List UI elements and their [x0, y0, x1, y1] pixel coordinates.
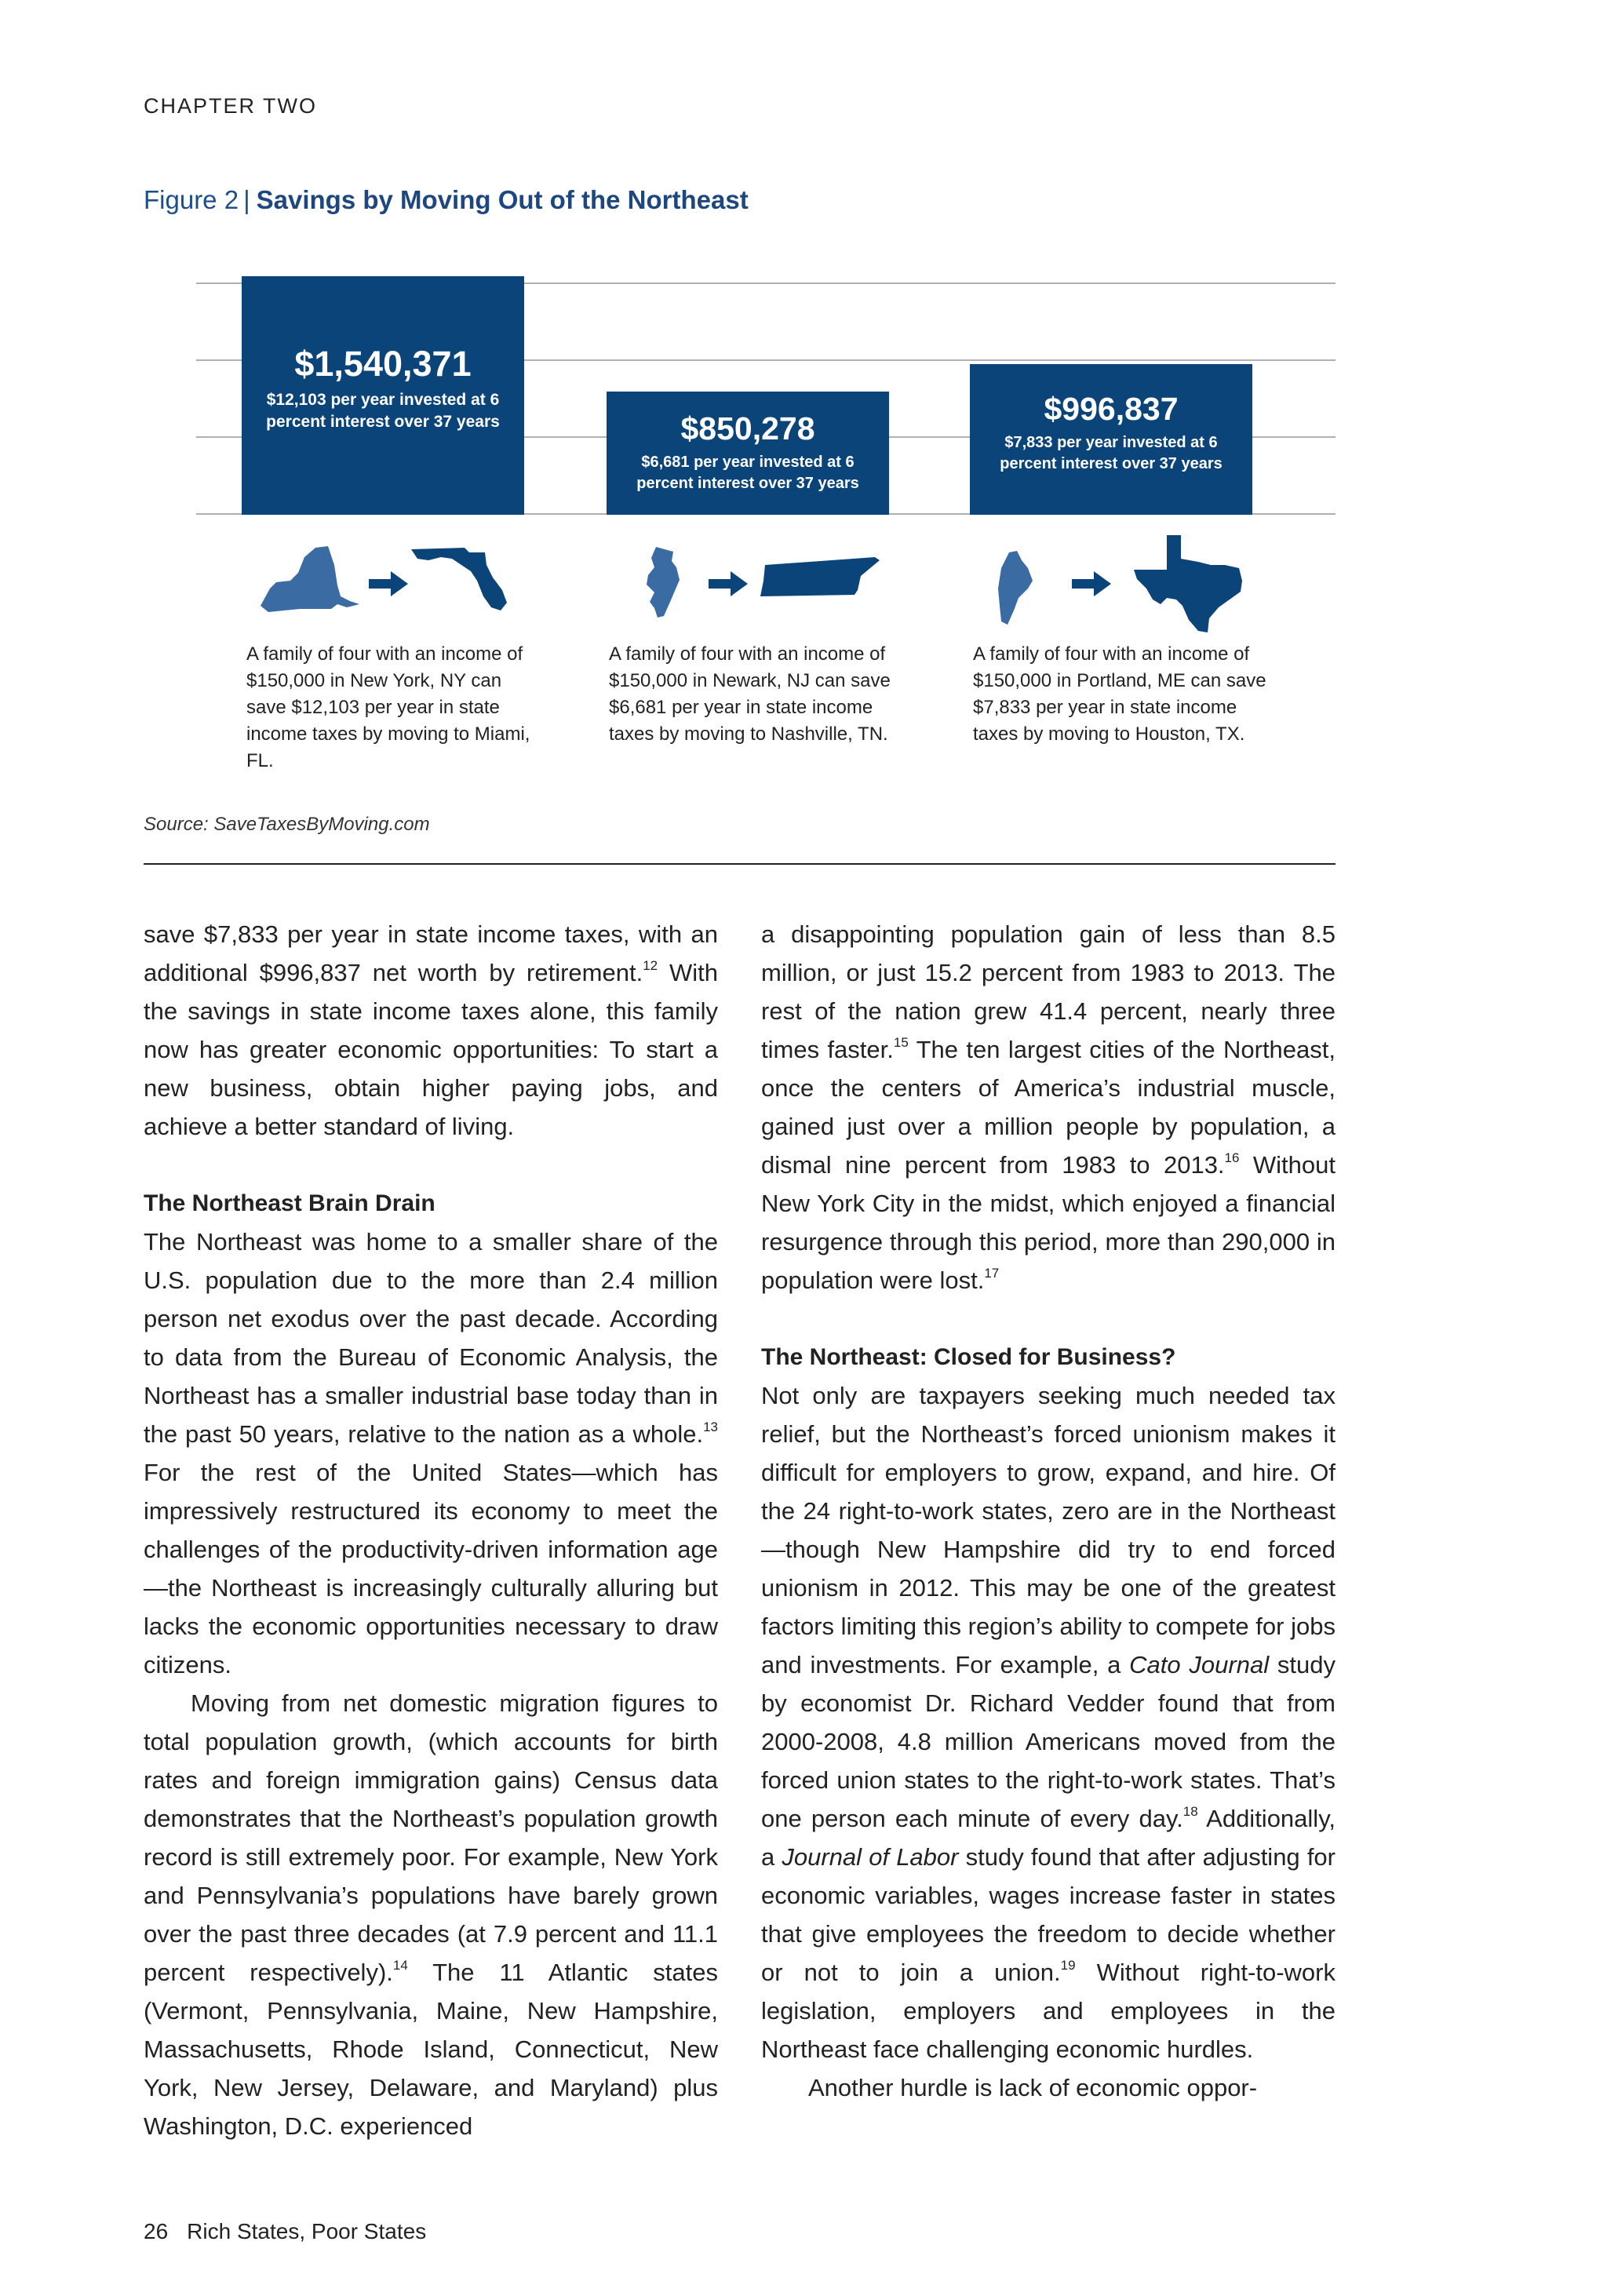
footnote-ref: 18	[1182, 1804, 1198, 1819]
text: The 11 Atlantic states (Vermont, Pennsylvania, Maine, New Hampshire, Massachusetts, Rhode Island, Connecticut, New York, New Jersey, Delaware, and Maryland) plus Washington, D.C. experienced	[144, 1959, 718, 2140]
arrow-right-icon	[1072, 570, 1111, 598]
footnote-ref: 16	[1224, 1150, 1240, 1165]
bar-amount: $996,837	[1044, 391, 1179, 427]
text: save $7,833 per year in state income taxes, with an additional $996,837 net worth by retirement.	[144, 920, 718, 986]
publication-title: Rich States, Poor States	[187, 2219, 427, 2243]
figure-name: Savings by Moving Out of the Northeast	[256, 185, 749, 214]
journal-title: Cato Journal	[1129, 1651, 1270, 1678]
arrow-right-icon	[709, 570, 748, 598]
savings-bar-ny-to-miami	[242, 276, 524, 515]
new-jersey-map-icon	[643, 544, 691, 622]
bar-detail: $12,103 per year invested at 6 percent interest over 37 years	[266, 391, 500, 432]
page-footer	[144, 2219, 426, 2244]
maine-map-icon	[995, 549, 1034, 628]
figure-title	[144, 185, 749, 215]
text: For the rest of the United States—which has impressively restructured its economy to meet the challenges of the productivity-driven information age—the Northeast is increasingly culturally alluring but lacks the economic opportunities necessary to draw citizens.	[144, 1459, 718, 1678]
footnote-ref: 12	[643, 958, 658, 973]
text: With the savings in state income taxes alone, this family now has greater economic opportunities: To start a new business, obtain higher paying jobs, and achieve a better standard of living.	[144, 959, 718, 1140]
text: The Northeast was home to a smaller share of the U.S. population due to the more than 2.4 million person net exodus over the past decade. According to data from the Bureau of Economic Analysis, the Northeast has a smaller industrial base today than in the past 50 years, relative to the nation as a whole.	[144, 1228, 718, 1448]
section-heading: The Northeast: Closed for Business?	[761, 1344, 1176, 1370]
text: Without New York City in the midst, which enjoyed a financial resurgence through this period, more than 290,000 in population were lost.	[761, 1151, 1336, 1294]
text: Additionally, a	[761, 1805, 1336, 1871]
texas-map-icon	[1132, 534, 1247, 636]
footnote-ref: 13	[703, 1420, 718, 1434]
figure-source: Source: SaveTaxesByMoving.com	[144, 814, 430, 835]
text: study found that after adjusting for economic variables, wages increase faster in states that give employees the freedom to decide whether or not to join a union.	[761, 1843, 1336, 1986]
paragraph	[761, 915, 1336, 1299]
paragraph	[144, 1684, 718, 2145]
figure-caption: A family of four with an income of $150,000 in New York, NY can save $12,103 per year in state income taxes by moving to Miami, FL.	[246, 643, 530, 771]
new-york-map-icon	[253, 541, 363, 616]
figure-number: Figure 2	[144, 185, 239, 214]
body-column-left	[144, 915, 718, 2145]
section-heading: The Northeast Brain Drain	[144, 1190, 435, 1216]
journal-title: Journal of Labor	[782, 1843, 959, 1871]
arrow-right-icon	[369, 570, 408, 598]
florida-map-icon	[410, 541, 512, 612]
spacer	[761, 1299, 1336, 1338]
paragraph: Another hurdle is lack of economic oppor-	[808, 2074, 1258, 2101]
text: study by economist Dr. Richard Vedder found that from 2000-2008, 4.8 million Americans moved from the forced union states to the right-to-work states. That’s one person each minute of every day.	[761, 1651, 1336, 1832]
bar-detail: $6,681 per year invested at 6 percent interest over 37 years	[636, 454, 859, 492]
bar-amount: $1,540,371	[294, 344, 472, 384]
body-column-right	[761, 915, 1336, 2107]
text: Without right-to-work legislation, employers and employees in the Northeast face challenging economic hurdles.	[761, 1959, 1336, 2063]
paragraph	[144, 1223, 718, 1684]
bar-detail: $7,833 per year invested at 6 percent interest over 37 years	[1000, 434, 1223, 472]
text: Not only are taxpayers seeking much needed tax relief, but the Northeast’s forced unionism makes it difficult for employers to grow, expand, and hire. Of the 24 right-to-work states, zero are in the Northeast—though New Hampshire did try to end forced unionism in 2012. This may be one of the greatest factors limiting this region’s ability to compete for jobs and investments. For example, a	[761, 1382, 1336, 1678]
figure-divider	[144, 863, 1336, 865]
footnote-ref: 14	[392, 1958, 408, 1973]
savings-bar-me-to-houston	[970, 364, 1252, 515]
paragraph	[761, 1376, 1336, 2068]
text: The ten largest cities of the Northeast, once the centers of America’s industrial muscle, gained just over a million people by population, a dismal nine percent from 1983 to 2013.	[761, 1036, 1336, 1179]
tennessee-map-icon	[757, 556, 883, 599]
footnote-ref: 19	[1060, 1958, 1076, 1973]
chapter-heading: CHAPTER TWO	[144, 94, 318, 118]
figure-caption: A family of four with an income of $150,000 in Newark, NJ can save $6,681 per year in state income taxes by moving to Nashville, TN.	[609, 643, 891, 745]
paragraph	[144, 915, 718, 1146]
text: Moving from net domestic migration figures to total population growth, (which accounts for birth rates and foreign immigration gains) Census data demonstrates that the Northeast’s population growth record is still extremely poor. For example, New York and Pennsylvania’s populations have barely grown over the past three decades (at 7.9 percent and 11.1 percent respectively).	[144, 1689, 718, 1986]
footnote-ref: 15	[893, 1035, 909, 1050]
savings-bar-nj-to-nashville	[607, 392, 889, 515]
spacer	[144, 1146, 718, 1184]
page-number: 26	[144, 2219, 169, 2243]
figure-caption: A family of four with an income of $150,000 in Portland, ME can save $7,833 per year in state income taxes by moving to Houston, TX.	[973, 643, 1266, 745]
footnote-ref: 17	[984, 1266, 1000, 1281]
text: a disappointing population gain of less than 8.5 million, or just 15.2 percent from 1983 to 2013. The rest of the nation grew 41.4 percent, nearly three times faster.	[761, 920, 1336, 1063]
bar-amount: $850,278	[680, 410, 815, 446]
figure-separator: |	[243, 185, 250, 214]
